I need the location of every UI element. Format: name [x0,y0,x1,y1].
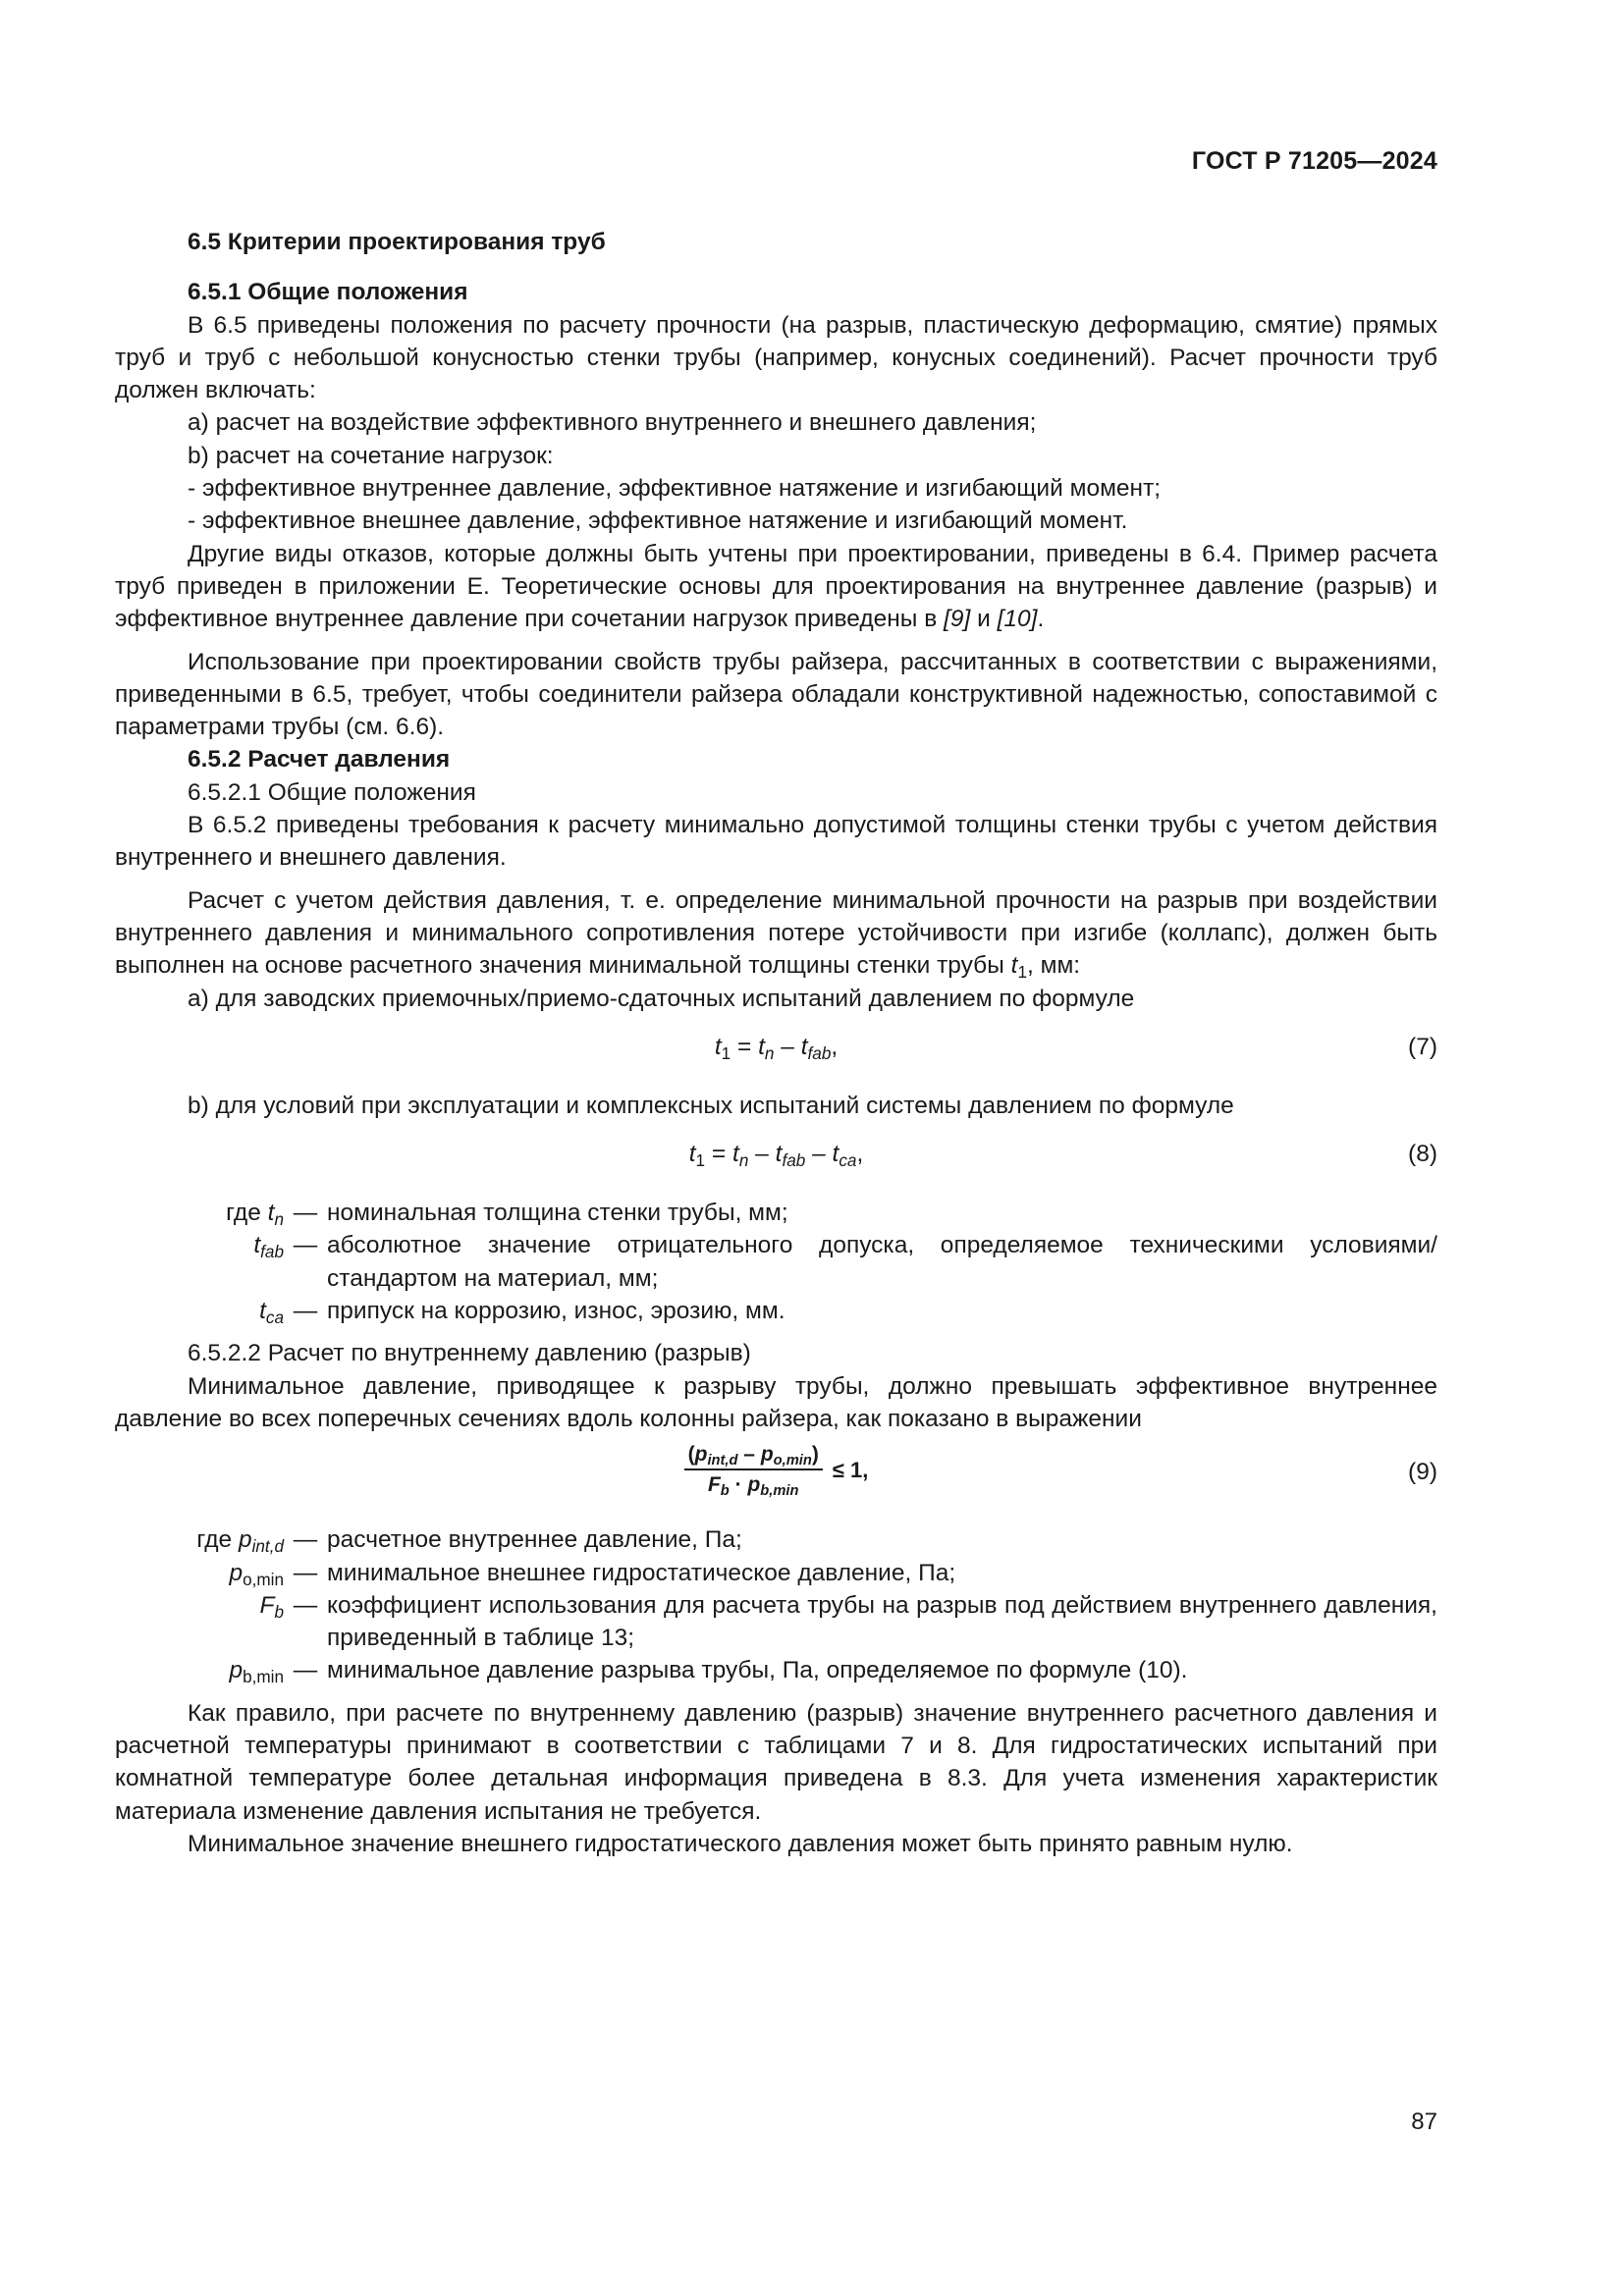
definition-symbol [115,1589,284,1622]
fraction [684,1443,823,1500]
definition-symbol [115,1654,284,1686]
definition-text: коэффициент использования для расчета трубы на разрыв под действием внутреннего давления, приведенный в таблице 13; [327,1591,1437,1652]
formula-7 [115,1015,1437,1080]
definition-symbol [115,1523,284,1556]
var-sub: fab [782,1149,806,1170]
formula-number: (9) [1408,1459,1437,1486]
formula-number: (8) [1408,1141,1437,1168]
var-sub: fab [260,1242,284,1262]
definition-row [115,1654,1437,1686]
var-sub: fab [807,1042,832,1063]
var: t [758,1033,765,1060]
formula-8 [115,1122,1437,1187]
var-sub: ca [839,1149,857,1170]
var-sub: n [764,1042,775,1063]
var: p [238,1526,252,1554]
definition-dash: — [293,1591,318,1619]
formula-definitions [115,1197,1437,1327]
var: t [253,1232,261,1259]
var-sub: o,min [243,1569,284,1589]
subsection-title-6-5-1: 6.5.1 Общие положения [188,279,468,306]
formula-expression [115,1443,1437,1500]
definition-dash: — [293,1559,318,1586]
list-item: b) для условий при эксплуатации и комплексных испытаний системы давлением по формуле [188,1092,1234,1119]
punctuation: , [831,1033,839,1060]
definition-symbol [115,1557,284,1589]
definition-dash: — [293,1657,318,1684]
definition-row [115,1589,1437,1655]
var-sub: b [274,1601,284,1622]
document-code: ГОСТ Р 71205—2024 [1191,147,1437,175]
var-sub: int,d [251,1536,284,1556]
fraction-denominator [684,1470,823,1500]
var: p [694,1443,708,1467]
definition-dash: — [293,1232,318,1259]
var: p [229,1559,244,1586]
paragraph: В 6.5.2 приведены требования к расчету минимально допустимой толщины стенки трубы с учетом действия внутреннего и внешнего давления. [115,812,1437,872]
paragraph-text: , мм: [1026,952,1081,980]
fraction-numerator [684,1443,823,1470]
var-sub: int,d [707,1453,738,1469]
list-item: а) расчет на воздействие эффективного внутреннего и внешнего давления; [188,409,1037,437]
definition-row [115,1523,1437,1556]
var-sub: n [274,1208,284,1229]
definition-text: номинальная толщина стенки трубы, мм; [327,1200,788,1227]
where-label: где [226,1200,268,1227]
section-title: 6.5 Критерии проектирования труб [188,229,606,255]
var: F [259,1591,275,1619]
paragraph-text: Расчет с учетом действия давления, т. е. определение минимальной прочности на разрыв при воздействии внутреннего давления и минимального сопротивления потере устойчивости при изгибе (коллапс), должен быть выполнен на основе расчетного значения минимальной толщины стенки трубы [115,886,1437,980]
formula-definitions [115,1523,1437,1686]
operator: – [774,1033,801,1060]
reference-link: [10] [997,606,1038,633]
definition-text: абсолютное значение отрицательного допуска, определяемое техническими условиями/стандартом на материал, мм; [327,1232,1437,1292]
definition-dash: — [293,1298,318,1325]
var: t [688,1141,696,1168]
list-item: а) для заводских приемочных/приемо-сдаточных испытаний давлением по формуле [188,985,1135,1012]
definition-symbol [115,1229,284,1261]
paragraph-text: Другие виды отказов, которые должны быть учтены при проектировании, приведены в 6.4. Пример расчета труб приведен в приложении Е. Теоретические основы для проектирования на внутреннее давление (разрыв) и эффективное внутреннее давление при сочетании нагрузок приведены в [115,540,1437,633]
paragraph-text: и [970,606,998,633]
var: t [800,1033,808,1060]
list-item: - эффективное внутреннее давление, эффективное натяжение и изгибающий момент; [188,475,1162,503]
operator: – [737,1443,761,1467]
var: t [775,1141,783,1168]
punctuation: , [856,1141,864,1168]
operator: – [805,1141,833,1168]
operator: = [705,1141,733,1168]
paragraph [115,884,1437,983]
var: F [707,1473,721,1497]
definition-text: минимальное давление разрыва трубы, Па, определяемое по формуле (10). [327,1657,1188,1684]
paragraph: Минимальное давление, приводящее к разрыву трубы, должно превышать эффективное внутреннее давление во всех поперечных сечениях вдоль колонны райзера, как показано в выражении [115,1372,1437,1432]
reference-link: [9] [944,606,971,633]
definition-text: припуск на коррозию, износ, эрозию, мм. [327,1298,785,1325]
paragraph-text: . [1037,606,1045,633]
operator: · [729,1473,748,1497]
definition-symbol [115,1295,284,1327]
subsection-title-6-5-2: 6.5.2 Расчет давления [188,746,451,774]
list-item: b) расчет на сочетание нагрузок: [188,442,554,469]
document-body [115,226,1437,1860]
var-sub: b,min [760,1483,799,1500]
subsection-title-6-5-2-1: 6.5.2.1 Общие положения [188,778,476,806]
definition-row [115,1557,1437,1589]
formula-9 [115,1435,1437,1523]
var: p [229,1657,244,1684]
paren: ) [811,1443,819,1467]
paragraph: Использование при проектировании свойств трубы райзера, рассчитанных в соответствии с выражениями, приведенными в 6.5, требует, чтобы соединители райзера обладали конструктивной надежностью, сопоставимой с параметрами трубы (см. 6.6). [115,648,1437,741]
symbol-subscript: 1 [1017,962,1027,983]
definition-text: расчетное внутреннее давление, Па; [327,1526,742,1554]
formula-expression [115,1015,1437,1080]
var-sub: b,min [243,1667,284,1687]
subsection-title-6-5-2-2: 6.5.2.2 Расчет по внутреннему давлению (разрыв) [188,1340,751,1367]
var: t [267,1200,275,1227]
var: t [832,1141,839,1168]
definition-dash: — [293,1526,318,1554]
var-sub: ca [265,1307,284,1327]
var-sub: b [720,1483,730,1500]
list-item: - эффективное внешнее давление, эффективное натяжение и изгибающий момент. [188,507,1128,535]
paragraph: В 6.5 приведены положения по расчету прочности (на разрыв, пластическую деформацию, смятие) прямых труб и труб с небольшой конусностью стенки трубы (например, конусных соединений). Расчет прочности труб должен включать: [115,311,1437,404]
symbol: t [1010,952,1018,980]
paren: ( [687,1443,695,1467]
var: t [259,1298,266,1325]
definition-row [115,1295,1437,1327]
definition-row [115,1197,1437,1229]
formula-expression [115,1122,1437,1187]
formula-tail: ≤ 1, [832,1457,869,1482]
var-sub: o,min [773,1453,812,1469]
var: p [760,1443,774,1467]
var: t [732,1141,739,1168]
definition-text: минимальное внешнее гидростатическое давление, Па; [327,1559,956,1586]
paragraph: Минимальное значение внешнего гидростатического давления может быть принято равным нулю. [188,1830,1293,1857]
var: p [747,1473,761,1497]
operator: – [748,1141,776,1168]
page-number: 87 [1411,2109,1437,2135]
definition-dash: — [293,1200,318,1227]
var-sub: 1 [721,1042,731,1063]
formula-number: (7) [1408,1033,1437,1060]
var-sub: 1 [695,1149,706,1170]
definition-row [115,1229,1437,1295]
definition-symbol [115,1197,284,1229]
var-sub: n [738,1149,749,1170]
operator: = [731,1033,759,1060]
paragraph [115,538,1437,636]
paragraph: Как правило, при расчете по внутреннему давлению (разрыв) значение внутреннего расчетного давления и расчетной температуры принимают в соответствии с таблицами 7 и 8. Для гидростатических испытаний при комнатной температуре более детальная информация приведена в 8.3. Для учета изменения характеристик материала изменение давления испытания не требуется. [115,1699,1437,1825]
var: t [714,1033,722,1060]
where-label: где [196,1526,239,1554]
